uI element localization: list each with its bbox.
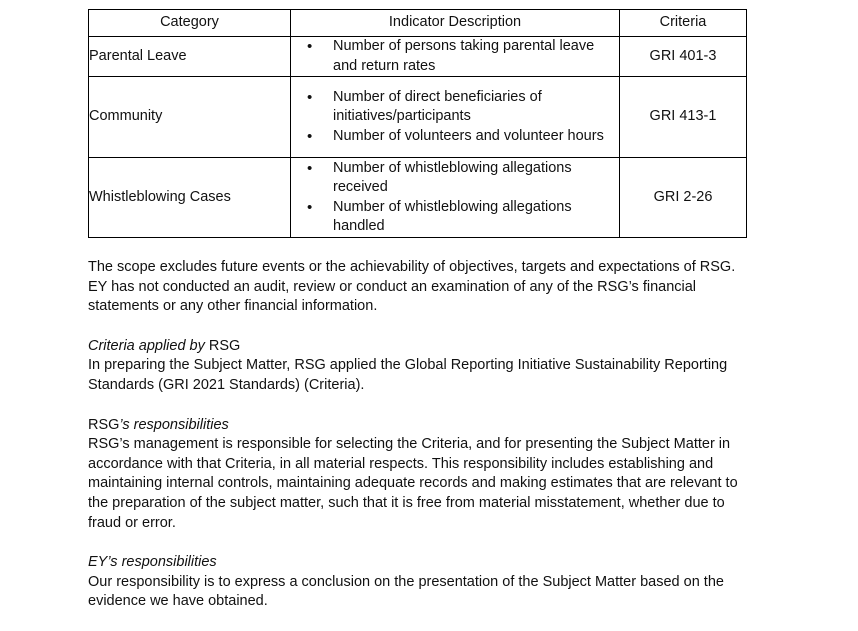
document-page — [88, 9, 756, 612]
criteria-applied-heading — [88, 337, 758, 357]
rsg-responsibilities-heading — [88, 416, 758, 436]
table-header-row — [89, 10, 747, 37]
criteria-applied-section — [88, 337, 756, 396]
header-indicator-description: Indicator Description — [291, 10, 620, 37]
category-cell: Community — [89, 77, 291, 158]
table-row — [89, 37, 747, 77]
description-cell — [291, 158, 620, 238]
bullet-list — [291, 88, 619, 147]
criteria-applied-body: In preparing the Subject Matter, RSG applied the Global Reporting Initiative Sustainability Reporting Standards (GRI 2021 Standards) (Criteria). — [88, 357, 728, 393]
header-criteria: Criteria — [620, 10, 747, 37]
category-cell: Parental Leave — [89, 37, 291, 77]
rsg-responsibilities-body: RSG’s management is responsible for selecting the Criteria, and for presenting the Subject Matter in accordance with that Criteria, in all material respects. This responsibility includes establishing and maintaining internal controls, maintaining adequate records and making estimates that are relevant to the preparation of the subject matter, such that it is free from material misstatement, whether due to fraud or error. — [88, 436, 738, 531]
criteria-cell: GRI 413-1 — [620, 77, 747, 158]
ey-responsibilities-heading: EY’s responsibilities — [88, 554, 217, 571]
indicator-table — [88, 9, 747, 238]
header-category: Category — [89, 10, 291, 37]
category-cell: Whistleblowing Cases — [89, 158, 291, 238]
description-cell — [291, 77, 620, 158]
criteria-cell: GRI 401-3 — [620, 37, 747, 77]
bullet-item: • Number of volunteers and volunteer hours — [291, 127, 619, 147]
scope-paragraph: The scope excludes future events or the achievability of objectives, targets and expectations of RSG. EY has not conducted an audit, review or conduct an examination of any of the RSG’s financial statements or any other financial information. — [88, 259, 736, 315]
criteria-cell: GRI 2-26 — [620, 158, 747, 238]
bullet-item: • Number of direct beneficiaries of initiatives/participants — [291, 88, 619, 127]
rsg-responsibilities-section — [88, 416, 756, 534]
rsg-heading-plain: RSG — [88, 416, 120, 433]
rsg-heading-italic: ’s responsibilities — [119, 416, 229, 433]
bullet-list — [291, 159, 619, 237]
criteria-heading-italic: Criteria applied by — [88, 337, 205, 354]
ey-responsibilities-body: Our responsibility is to express a conclusion on the presentation of the Subject Matter based on the evidence we have obtained. — [88, 573, 724, 610]
description-cell — [291, 37, 620, 77]
bullet-item: • Number of whistleblowing allegations handled — [291, 198, 619, 237]
bullet-list — [291, 37, 619, 76]
ey-responsibilities-section — [88, 553, 756, 612]
table-row — [89, 158, 747, 238]
criteria-heading-plain: RSG — [204, 337, 241, 354]
table-row — [89, 77, 747, 158]
bullet-item: • Number of whistleblowing allegations received — [291, 159, 619, 198]
bullet-item: • Number of persons taking parental leave and return rates — [291, 37, 619, 76]
